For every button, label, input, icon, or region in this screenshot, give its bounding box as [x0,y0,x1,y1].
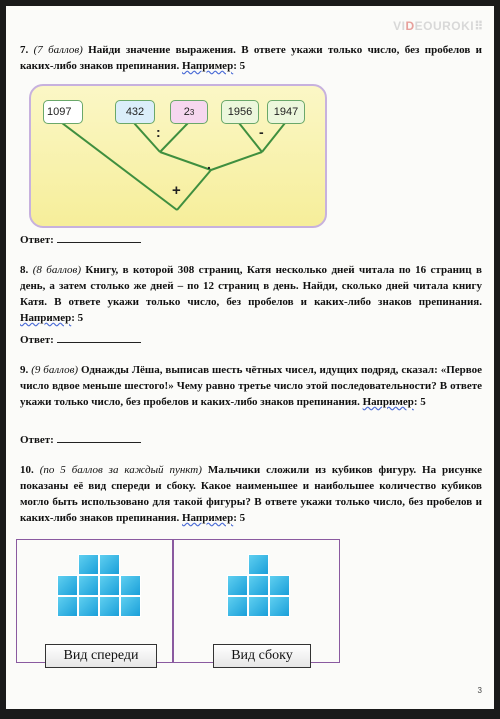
answer-7: Ответ: [20,232,141,246]
answer-8-field[interactable] [57,332,141,343]
task-8-text: 8. (8 баллов) Книгу, в которой 308 страниц, Катя несколько дней читала по 16 страниц в день, а затем столько же дней – по 12 страниц в день. Найди, сколько дней читала книгу Катя. В ответе укажи только число, без пробелов и каких-либо знаков препинания. Например: 5 [20,264,482,324]
op-plus: + [172,182,181,199]
task-7-text: 7. (7 баллов) Найди значение выражения. В ответе укажи только число, без пробелов и каких-либо знаков препинания. Например: 5 [20,44,482,72]
expression-diagram [29,84,327,228]
page-number: 3 [477,686,482,695]
number-box-3: 2 3 [170,100,208,124]
number-box-2: 432 [115,100,155,124]
answer-8: Ответ: [20,332,141,346]
task-10-text: 10. (по 5 баллов за каждый пункт) Мальчики сложили из кубиков фигуру. На рисунке показаны её вид спереди и сбоку. Какое наименьшее и наибольшее количество кубиков могло быть использовано для такой фигуры? В ответе укажи только число, без пробелов и каких-либо знаков препинания. Например: 5 [20,464,483,524]
answer-7-field[interactable] [57,232,141,243]
op-minus: - [259,124,264,140]
site-logo: VIDEOUROKI⠿ [393,19,484,33]
number-box-4: 1956 [221,100,259,124]
side-view-label: Вид сбоку [213,644,311,668]
op-multiply: . [207,156,211,172]
views-divider [172,540,174,662]
worksheet-page [6,6,494,709]
task-9-text: 9. (9 баллов) Однажды Лёша, выписав шесть чётных чисел, идущих подряд, сказал: «Первое число вдвое меньше шестого!» Чему равно третье число этой последовательности? В ответе укажи только число, без пробелов и каких-либо знаков препинания. Например: 5 [20,364,483,408]
answer-9-field[interactable] [57,432,141,443]
number-box-1: 1097 [43,100,83,124]
cube-figure-views [16,539,340,663]
front-view-label: Вид спереди [45,644,157,668]
number-box-5: 1947 [267,100,305,124]
answer-9: Ответ: [20,432,141,446]
op-divide: : [156,124,161,140]
